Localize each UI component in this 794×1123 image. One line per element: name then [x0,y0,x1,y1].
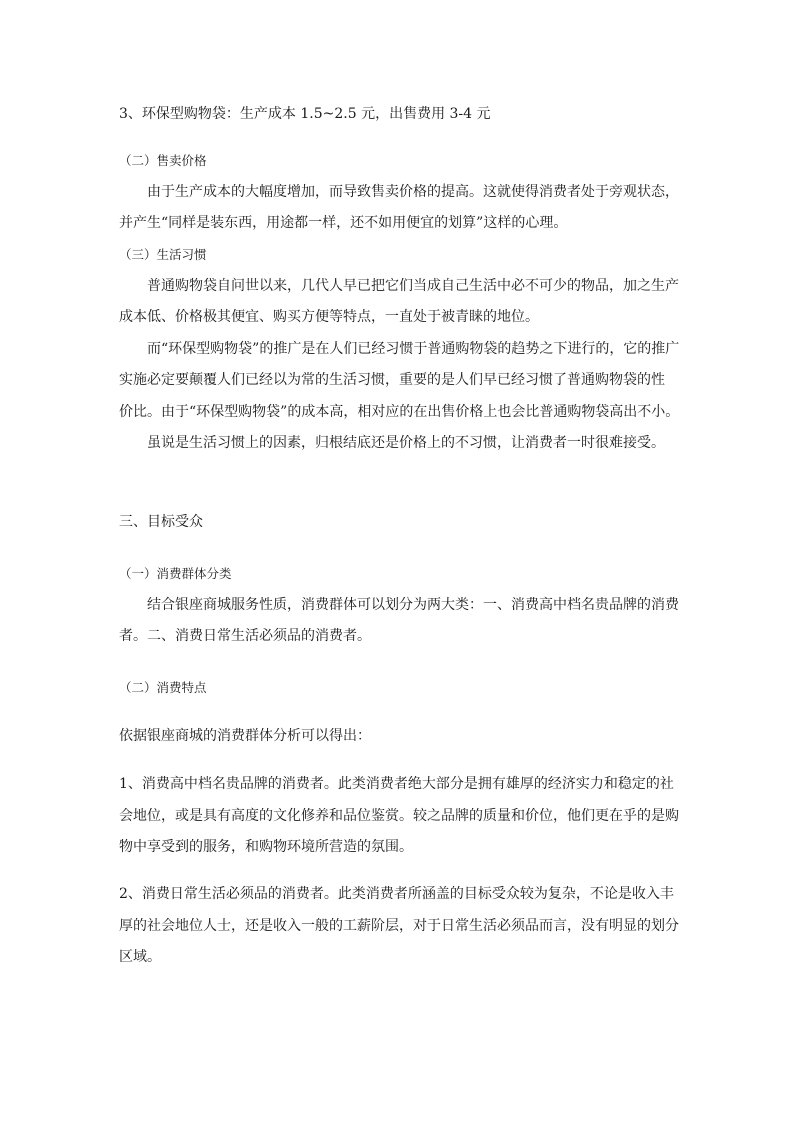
subheading-consumer-groups: （一）消费群体分类 [119,566,232,581]
paragraph-line: 者。二、消费日常生活必须品的消费者。 [119,628,371,644]
subheading-consumer-traits: （二）消费特点 [119,680,207,695]
paragraph-line: 成本低、价格极其便宜、购买方便等特点，一直处于被青睐的地位。 [119,309,539,325]
paragraph-line: 依据银座商城的消费群体分析可以得出： [119,728,371,744]
list-item-2-line: 厚的社会地位人士，还是收入一般的工薪阶层，对于日常生活必须品而言，没有明显的划分 [119,918,679,934]
subheading-living-habits: （三）生活习惯 [119,247,207,262]
list-item-2-line: 2、消费日常生活必须品的消费者。此类消费者所涵盖的目标受众较为复杂，不论是收入丰 [119,886,674,902]
paragraph-line: 并产生“同样是装东西，用途都一样，还不如用便宜的划算”这样的心理。 [119,215,568,231]
paragraph-line: 虽说是生活习惯上的因素，归根结底还是价格上的不习惯，让消费者一时很难接受。 [147,435,665,451]
paragraph-line: 结合银座商城服务性质，消费群体可以划分为两大类：一、消费高中档名贵品牌的消费 [147,597,679,613]
item-3-heading: 3、环保型购物袋：生产成本 1.5~2.5 元，出售费用 3-4 元 [119,106,491,122]
paragraph-line: 实施必定要颠覆人们已经以为常的生活习惯，重要的是人们早已经习惯了普通购物袋的性 [119,372,665,388]
list-item-1-line: 会地位，或是具有高度的文化修养和品位鉴赏。较之品牌的质量和价位，他们更在乎的是购 [119,808,679,824]
paragraph-line: 普通购物袋自问世以来，几代人早已把它们当成自己生活中必不可少的物品，加之生产 [147,278,679,294]
list-item-2-line: 区域。 [119,949,161,965]
list-item-1-line: 1、消费高中档名贵品牌的消费者。此类消费者绝大部分是拥有雄厚的经济实力和稳定的社 [119,776,674,792]
section-heading-target-audience: 三、目标受众 [119,514,203,530]
subheading-sales-price: （二）售卖价格 [119,153,207,168]
list-item-1-line: 物中享受到的服务，和购物环境所营造的氛围。 [119,839,413,855]
paragraph-line: 由于生产成本的大幅度增加，而导致售卖价格的提高。这就使得消费者处于旁观状态， [147,184,679,200]
paragraph-line: 价比。由于“环保型购物袋”的成本高，相对应的在出售价格上也会比普通购物袋高出不小。 [119,404,680,420]
paragraph-line: 而“环保型购物袋”的推广是在人们已经习惯于普通购物袋的趋势之下进行的，它的推广 [147,341,680,357]
